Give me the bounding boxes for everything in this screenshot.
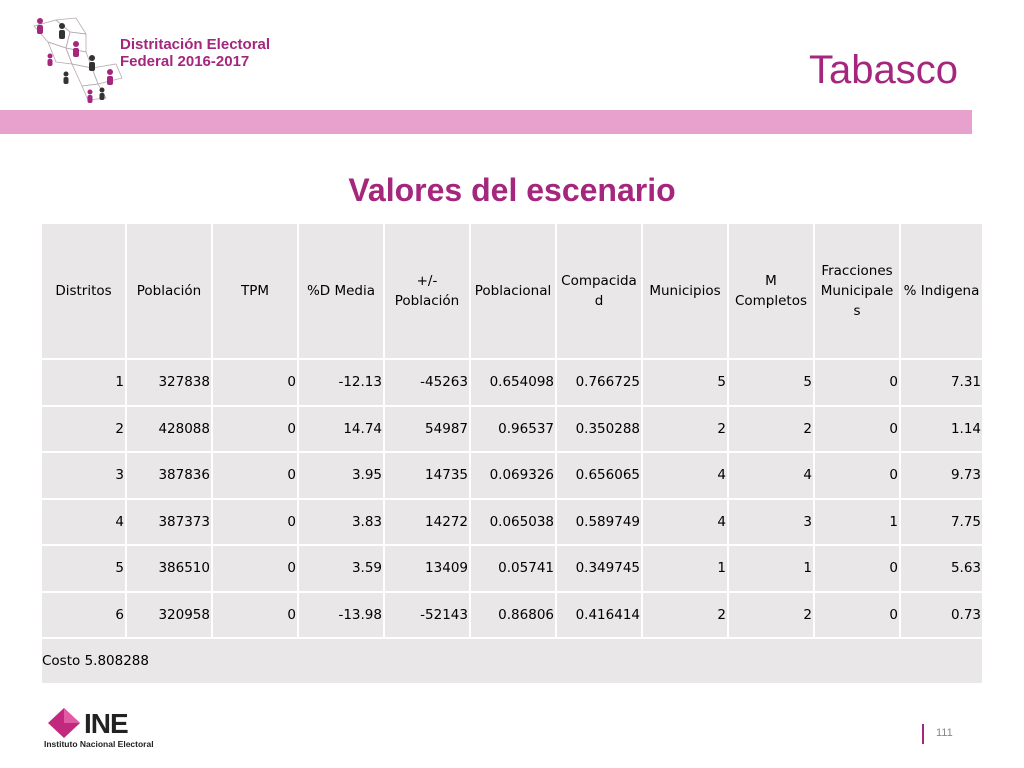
table-body: [41, 359, 983, 638]
table-cell: 1.14: [900, 406, 983, 453]
table-cell: 2: [41, 406, 126, 453]
table-cell: 2: [642, 406, 728, 453]
cost-cell: Costo 5.808288: [41, 638, 983, 684]
table-cell: 0.065038: [470, 499, 556, 546]
table-cell: 0.96537: [470, 406, 556, 453]
page-separator: [922, 724, 924, 744]
table-cell: 0: [212, 499, 298, 546]
table-cell: 0: [212, 545, 298, 592]
table-cell: 4: [642, 452, 728, 499]
section-title: Valores del escenario: [348, 172, 676, 208]
table-cell: 0: [212, 452, 298, 499]
column-header: +/- Población: [384, 223, 470, 359]
table-cell: 320958: [126, 592, 212, 639]
table-cell: 3: [41, 452, 126, 499]
table-cell: 327838: [126, 359, 212, 406]
page-number: 111: [936, 727, 953, 739]
ine-subtitle: Instituto Nacional Electoral: [44, 739, 154, 749]
table-cell: 0: [814, 406, 900, 453]
table-cell: 5: [41, 545, 126, 592]
column-header: Poblacional: [470, 223, 556, 359]
table-cell: -52143: [384, 592, 470, 639]
table-cell: 0.654098: [470, 359, 556, 406]
logo-line1: Distritación Electoral: [120, 36, 271, 53]
table-cell: 5.63: [900, 545, 983, 592]
table-cell: -12.13: [298, 359, 384, 406]
table-cell: 0.416414: [556, 592, 642, 639]
table-cell: 0: [212, 592, 298, 639]
table-cell: 54987: [384, 406, 470, 453]
table-cell: 6: [41, 592, 126, 639]
table-cell: -45263: [384, 359, 470, 406]
mexico-map-people-icon: [26, 12, 126, 104]
ine-word: INE: [84, 708, 128, 739]
column-header: M Completos: [728, 223, 814, 359]
table-cell: 0.766725: [556, 359, 642, 406]
table-cell: 3.59: [298, 545, 384, 592]
table-cell: 387373: [126, 499, 212, 546]
table-cell: 7.75: [900, 499, 983, 546]
logo-text: [120, 36, 270, 70]
logo-line2: Federal: [120, 53, 174, 70]
table-row: [41, 406, 983, 453]
table-row: [41, 359, 983, 406]
table-cell: 0: [212, 359, 298, 406]
table-cell: 14.74: [298, 406, 384, 453]
table-cell: 0.069326: [470, 452, 556, 499]
table-cell: 0.656065: [556, 452, 642, 499]
table-cell: 3: [728, 499, 814, 546]
table-cell: 2: [642, 592, 728, 639]
table-cell: 0: [212, 406, 298, 453]
table-cell: 1: [814, 499, 900, 546]
column-header: % Indigena: [900, 223, 983, 359]
table-cell: 0.349745: [556, 545, 642, 592]
table-cell: 0: [814, 452, 900, 499]
table-cell: 2: [728, 592, 814, 639]
table-cell: 9.73: [900, 452, 983, 499]
table-cell: 2: [728, 406, 814, 453]
state-title: Tabasco: [809, 48, 958, 92]
table-cell: 0: [814, 359, 900, 406]
table-cell: 5: [642, 359, 728, 406]
table-cell: 386510: [126, 545, 212, 592]
table-cell: 428088: [126, 406, 212, 453]
table-cell: 13409: [384, 545, 470, 592]
table-cell: 3.83: [298, 499, 384, 546]
column-header: Municipios: [642, 223, 728, 359]
table-cell: 0.589749: [556, 499, 642, 546]
table-cell: 0.73: [900, 592, 983, 639]
table-row: [41, 545, 983, 592]
table-cell: 14272: [384, 499, 470, 546]
logo-line2-wrap: [120, 53, 270, 70]
table-row: [41, 499, 983, 546]
column-header: %D Media: [298, 223, 384, 359]
table-row: [41, 592, 983, 639]
table-header-row: [41, 223, 983, 359]
table-cell: 4: [642, 499, 728, 546]
column-header: TPM: [212, 223, 298, 359]
table-cell: 0.05741: [470, 545, 556, 592]
scenario-table: [40, 222, 984, 685]
column-header: Población: [126, 223, 212, 359]
table-cell: 1: [642, 545, 728, 592]
ine-diamond-icon: [44, 706, 84, 738]
column-header: Distritos: [41, 223, 126, 359]
ine-logo: [44, 706, 184, 754]
table-cell: 7.31: [900, 359, 983, 406]
table-cell: 1: [728, 545, 814, 592]
table-cell: 0: [814, 545, 900, 592]
table-cell: 4: [41, 499, 126, 546]
table-cell: 0.86806: [470, 592, 556, 639]
logo-year: 2016-2017: [177, 53, 250, 70]
table-cell: 1: [41, 359, 126, 406]
table-cell: 0: [814, 592, 900, 639]
table-cell: 4: [728, 452, 814, 499]
table-row: [41, 452, 983, 499]
header-bar: [0, 110, 972, 134]
table-cell: 0.350288: [556, 406, 642, 453]
cost-row: [41, 638, 983, 684]
column-header: Fracciones Municipale s: [814, 223, 900, 359]
column-header: Compacida d: [556, 223, 642, 359]
table-cell: 14735: [384, 452, 470, 499]
distritacion-logo: [26, 12, 296, 104]
table-cell: -13.98: [298, 592, 384, 639]
table-cell: 387836: [126, 452, 212, 499]
table-cell: 5: [728, 359, 814, 406]
table-cell: 3.95: [298, 452, 384, 499]
